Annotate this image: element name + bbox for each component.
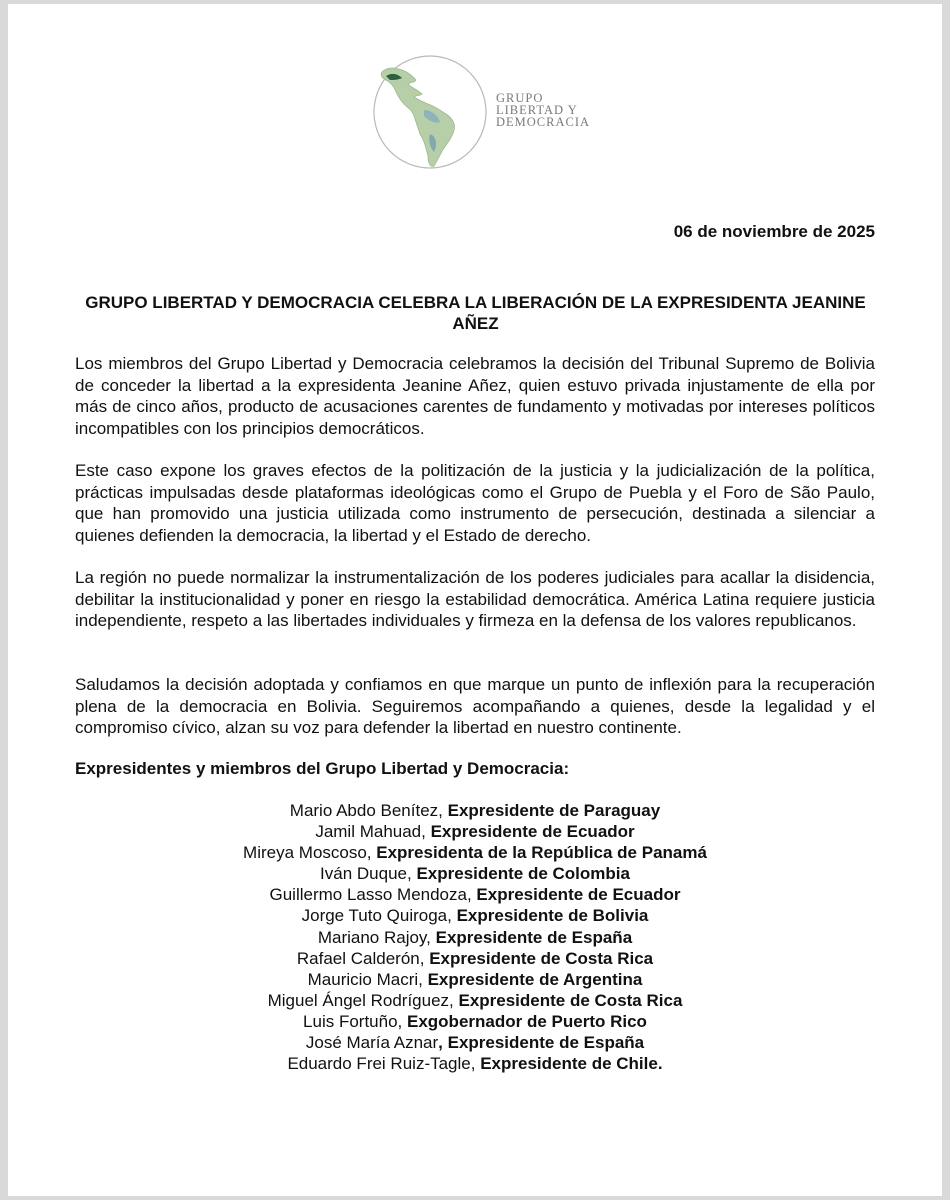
member-name: José María Aznar — [305, 1033, 439, 1053]
member-role: Exgobernador de Puerto Rico — [407, 1011, 647, 1031]
member-role: Expresidente de Colombia — [416, 864, 630, 884]
member-item — [75, 1032, 875, 1053]
member-item — [75, 884, 875, 905]
logo-wordmark — [496, 92, 590, 128]
logo-line: DEMOCRACIA — [496, 115, 591, 129]
members-list — [75, 800, 875, 1074]
member-role: Expresidente de Ecuador — [430, 822, 635, 842]
member-name: Jamil Mahuad, — [315, 822, 431, 842]
member-item — [75, 800, 875, 821]
member-item — [75, 863, 875, 884]
member-item — [75, 821, 875, 842]
logo-line: GRUPO — [496, 91, 544, 105]
document-date: 06 de noviembre de 2025 — [673, 222, 875, 241]
member-role: Expresidente de Costa Rica — [458, 990, 683, 1010]
member-name: Iván Duque, — [320, 864, 417, 884]
member-role: Expresidente de Bolivia — [456, 906, 649, 926]
member-name: Eduardo Frei Ruiz-Tagle, — [287, 1054, 481, 1074]
member-item — [75, 1053, 875, 1074]
member-item — [75, 927, 875, 948]
paragraph-3: La región no puede normalizar la instrumentalización de los poderes judiciales para acallar la disidencia, debilitar la institucionalidad y poner en riesgo la estabilidad democrática. América Latina requiere justicia independiente, respeto a las libertades individuales y firmeza en la defensa de los valores republicanos. — [75, 568, 875, 630]
organization-logo — [368, 50, 608, 174]
logo-line: LIBERTAD Y — [496, 103, 578, 117]
paragraph-1: Los miembros del Grupo Libertad y Democracia celebramos la decisión del Tribunal Supremo de Bolivia de conceder la libertad a la expresidenta Jeanine Añez, quien estuvo privada injustamente de ella por más de cinco años, producto de acusaciones carentes de fundamento y motivadas por intereses políticos incompatibles con los principios democráticos. — [75, 354, 875, 438]
member-role: Expresidente de Argentina — [427, 969, 643, 989]
members-heading: Expresidentes y miembros del Grupo Libertad y Democracia: — [75, 759, 570, 778]
member-role: Expresidente de Costa Rica — [429, 948, 654, 968]
member-role: Expresidente de Paraguay — [447, 801, 661, 820]
member-name: Jorge Tuto Quiroga, — [301, 906, 457, 926]
member-item — [75, 905, 875, 926]
member-role: Expresidente de Chile. — [480, 1054, 663, 1074]
paragraph-2: Este caso expone los graves efectos de la politización de la justicia y la judicialización de la política, prácticas impulsadas desde plataformas ideológicas como el Grupo de Puebla y el Foro de São Paulo, que han promovido una justicia utilizada como instrumento de persecución, destinada a silenciar a quienes defienden la democracia, la libertad y el Estado de derecho. — [75, 461, 875, 545]
member-role: Expresidente de España — [435, 927, 633, 947]
member-role: , Expresidente de España — [438, 1033, 645, 1053]
member-role: Expresidente de Ecuador — [476, 885, 681, 905]
latin-america-map-icon — [368, 50, 492, 174]
document-title: GRUPO LIBERTAD Y DEMOCRACIA CELEBRA LA LIBERACIÓN DE LA EXPRESIDENTA JEANINE AÑEZ — [85, 293, 866, 333]
member-role: Expresidenta de la República de Panamá — [376, 843, 707, 863]
member-name: Mauricio Macri, — [307, 969, 428, 989]
member-name: Guillermo Lasso Mendoza, — [269, 885, 477, 905]
member-item — [75, 842, 875, 863]
member-name: Rafael Calderón, — [296, 948, 430, 968]
member-name: Luis Fortuño, — [303, 1011, 407, 1031]
member-item — [75, 948, 875, 969]
member-name: Miguel Ángel Rodríguez, — [267, 990, 459, 1010]
member-item — [75, 1011, 875, 1032]
member-name: Mireya Moscoso, — [243, 843, 377, 863]
member-item — [75, 990, 875, 1011]
document-page — [8, 4, 942, 1196]
member-name: Mariano Rajoy, — [317, 927, 436, 947]
paragraph-4: Saludamos la decisión adoptada y confiamos en que marque un punto de inflexión para la recuperación plena de la democracia en Bolivia. Seguiremos acompañando a quienes, desde la legalidad y el compromiso cívico, alzan su voz para defender la libertad en nuestro continente. — [75, 675, 875, 737]
member-item — [75, 969, 875, 990]
member-name: Mario Abdo Benítez, — [289, 801, 448, 820]
